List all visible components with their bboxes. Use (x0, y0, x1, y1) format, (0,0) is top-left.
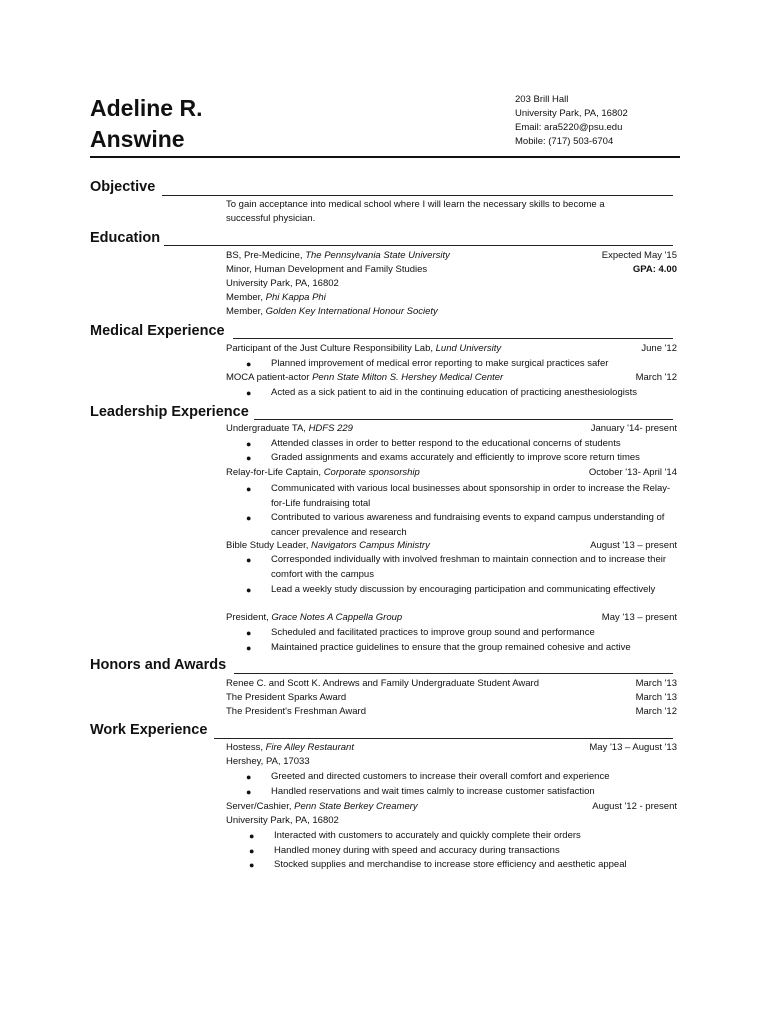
work-job-1-location: Hershey, PA, 17033 (226, 756, 310, 767)
job-role: Undergraduate TA, (226, 423, 309, 434)
medical-job-1 (226, 342, 501, 356)
work-job-1 (226, 741, 354, 755)
leadership-job-3-date: August '13 – present (590, 540, 677, 551)
bullet-icon: ● (246, 628, 252, 638)
name-line-1: Adeline R. (90, 95, 203, 121)
job-org: Penn State Milton S. Hershey Medical Center (312, 372, 504, 383)
section-title-medical: Medical Experience (90, 323, 225, 339)
bullet-icon: ● (246, 555, 252, 565)
work-job-2-bullet-1: Interacted with customers to accurately and quickly complete their orders (274, 830, 581, 841)
work-job-2 (226, 800, 418, 814)
section-title-education: Education (90, 230, 161, 246)
leadership-job-4-bullet-1: Scheduled and facilitated practices to improve group sound and performance (271, 627, 595, 638)
work-job-2-date: August '12 - present (592, 801, 677, 812)
leadership-job-1-date: January '14- present (590, 423, 677, 434)
section-title-work: Work Experience (90, 722, 208, 738)
section-rule-leadership (254, 419, 673, 420)
address-line-1: 203 Brill Hall (515, 94, 569, 105)
leadership-job-1-bullet-2: Graded assignments and exams accurately and efficiently to improve score return times (271, 452, 640, 463)
leadership-job-1 (226, 422, 353, 436)
job-role: Participant of the Just Culture Responsibility Lab, (226, 343, 436, 354)
bullet-icon: ● (246, 585, 252, 595)
bullet-icon: ● (246, 513, 252, 523)
job-org: Corporate sponsorship (323, 467, 420, 478)
job-org: Lund University (435, 343, 502, 354)
job-org: Fire Alley Restaurant (265, 742, 354, 753)
section-rule-honors (234, 673, 673, 674)
section-title-objective: Objective (90, 179, 156, 195)
section-rule-medical (233, 338, 673, 339)
leadership-job-2-bullet-2: Contributed to various awareness and fundraising events to expand campus understanding of cancer prevalence and research (271, 512, 665, 538)
job-role: Relay-for-Life Captain, (226, 467, 324, 478)
award-3: The President's Freshman Award (226, 706, 366, 717)
work-job-2-bullet-2: Handled money during with speed and accuracy during transactions (274, 845, 560, 856)
leadership-job-3 (226, 539, 430, 553)
medical-job-2-bullet-1: Acted as a sick patient to aid in the continuing education of practicing anesthesiologists (271, 387, 637, 398)
bullet-icon: ● (246, 772, 252, 782)
work-job-2-bullet-3: Stocked supplies and merchandise to increase store efficiency and aesthetic appeal (274, 859, 627, 870)
section-rule-work (214, 738, 673, 739)
job-org: Penn State Berkey Creamery (294, 801, 418, 812)
leadership-job-2-date: October '13- April '14 (588, 467, 677, 478)
section-title-honors: Honors and Awards (90, 657, 227, 673)
bullet-icon: ● (246, 787, 252, 797)
education-degree (226, 249, 450, 263)
leadership-job-4-date: May '13 – present (601, 612, 677, 623)
job-role: Bible Study Leader, (226, 540, 312, 551)
mobile: Mobile: (717) 503-6704 (515, 136, 614, 147)
job-role: President, (226, 612, 272, 623)
member-org: Phi Kappa Phi (265, 292, 326, 303)
bullet-icon: ● (246, 484, 252, 494)
objective-text-1: To gain acceptance into medical school where I will learn the necessary skills to become a (226, 199, 605, 210)
leadership-job-2 (226, 466, 420, 480)
member-label: Member, (226, 292, 266, 303)
section-title-leadership: Leadership Experience (90, 404, 249, 420)
contact-block (515, 93, 628, 149)
award-2-date: March '13 (635, 692, 677, 703)
education-member-2 (226, 305, 438, 319)
member-org: Golden Key International Honour Society (265, 306, 438, 317)
bullet-icon: ● (246, 643, 252, 653)
bullet-icon: ● (246, 388, 252, 398)
education-expected: Expected May '15 (601, 250, 677, 261)
member-label: Member, (226, 306, 266, 317)
job-role: Server/Cashier, (226, 801, 295, 812)
education-gpa: GPA: 4.00 (632, 264, 677, 275)
objective-text-2: successful physician. (226, 213, 316, 224)
bullet-icon: ● (246, 453, 252, 463)
section-rule-objective (162, 195, 673, 196)
bullet-icon: ● (246, 359, 252, 369)
work-job-2-location: University Park, PA, 16802 (226, 815, 339, 826)
work-job-1-bullet-1: Greeted and directed customers to increase their overall comfort and experience (271, 771, 610, 782)
degree-label: BS, Pre-Medicine, (226, 250, 306, 261)
job-org: Navigators Campus Ministry (311, 540, 430, 551)
work-job-1-date: May '13 – August '13 (589, 742, 677, 753)
bullet-icon: ● (249, 860, 255, 870)
leadership-job-4-bullet-2: Maintained practice guidelines to ensure that the group remained cohesive and active (271, 642, 631, 653)
work-job-1-bullet-2: Handled reservations and wait times calmly to increase customer satisfaction (271, 786, 595, 797)
job-role: MOCA patient-actor (226, 372, 313, 383)
award-3-date: March '12 (635, 706, 677, 717)
leadership-job-3-bullet-2: Lead a weekly study discussion by encouraging participation and communicating effectively (271, 584, 656, 595)
medical-job-2-date: March '12 (635, 372, 677, 383)
job-org: Grace Notes A Cappella Group (271, 612, 403, 623)
medical-job-1-bullet-1: Planned improvement of medical error reporting to make surgical practices safer (271, 358, 609, 369)
award-1-date: March '13 (635, 678, 677, 689)
address-line-2: University Park, PA, 16802 (515, 108, 628, 119)
leadership-job-2-bullet-1: Communicated with various local businesses about sponsorship in order to increase the Relay-for-Life fundraising total (271, 483, 671, 509)
email: Email: ara5220@psu.edu (515, 122, 623, 133)
bullet-icon: ● (246, 439, 252, 449)
award-1: Renee C. and Scott K. Andrews and Family Undergraduate Student Award (226, 678, 539, 689)
leadership-job-1-bullet-1: Attended classes in order to better respond to the educational concerns of students (271, 438, 621, 449)
education-minor: Minor, Human Development and Family Studies (226, 264, 428, 275)
leadership-job-3-bullet-1: Corresponded individually with involved freshman to maintain connection and to increase their comfort with the campus (271, 554, 667, 580)
leadership-job-4 (226, 611, 402, 625)
education-member-1 (226, 291, 326, 305)
bullet-icon: ● (249, 846, 255, 856)
bullet-icon: ● (249, 831, 255, 841)
degree-school: The Pennsylvania State University (305, 250, 450, 261)
medical-job-1-date: June '12 (641, 343, 677, 354)
header-divider (90, 156, 680, 158)
job-role: Hostess, (226, 742, 266, 753)
section-rule-education (164, 245, 673, 246)
name-line-2: Answine (90, 126, 185, 152)
medical-job-2 (226, 371, 503, 385)
education-location: University Park, PA, 16802 (226, 278, 339, 289)
award-2: The President Sparks Award (226, 692, 347, 703)
resume-name (90, 93, 202, 155)
job-org: HDFS 229 (308, 423, 353, 434)
